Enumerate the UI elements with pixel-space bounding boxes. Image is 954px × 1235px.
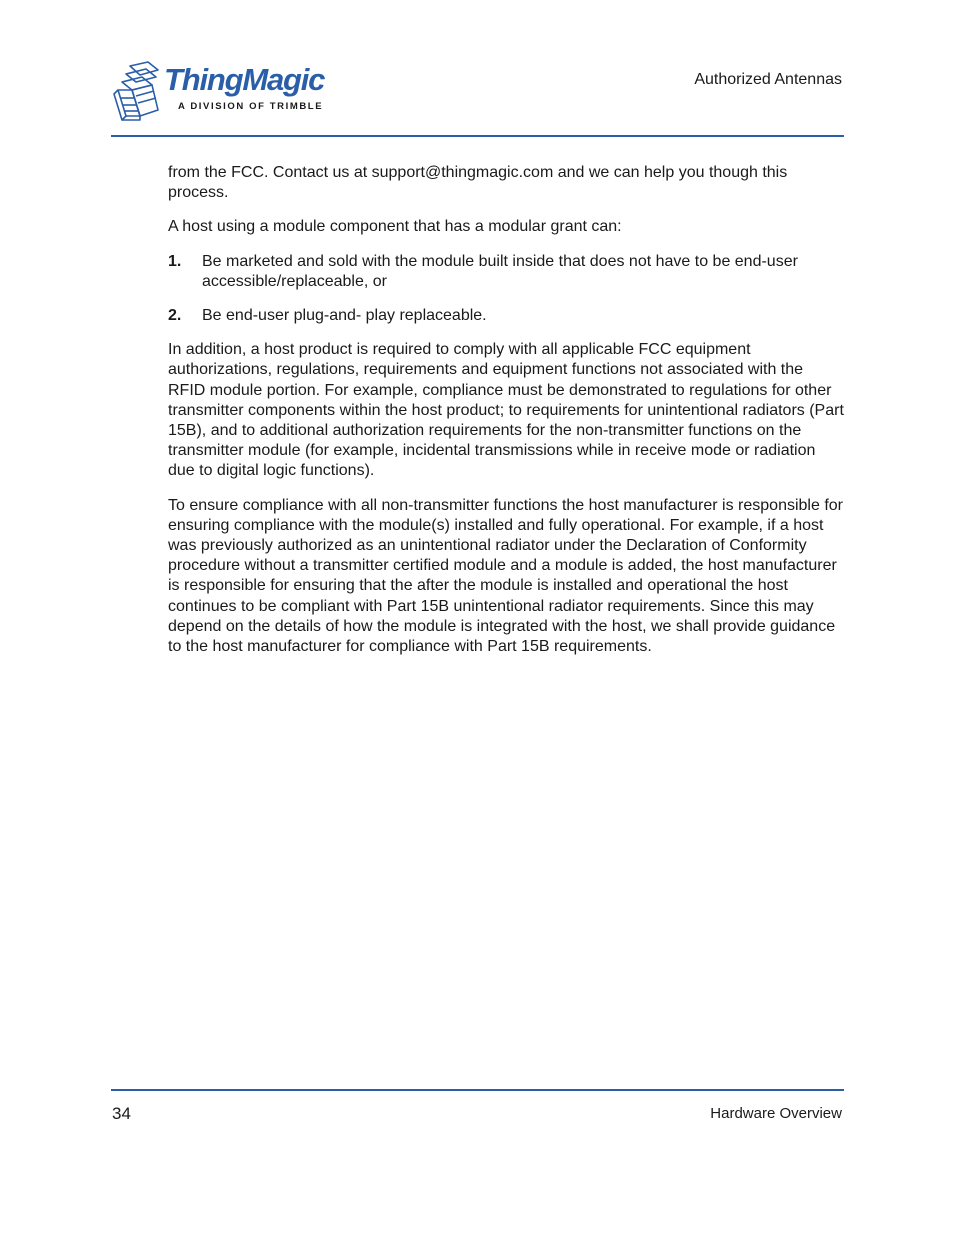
list-number: 1. <box>168 252 182 270</box>
page-body <box>168 163 844 671</box>
compliance-paragraph: In addition, a host product is required to comply with all applicable FCC equipment authorizations, regulations, requirements and equipment functions not associated with the RFID module portion. For example, compliance must be demonstrated to regulations for other transmitter components within the host product; to requirements for unintentional radiators (Part 15B), and to additional authorization requirements for the non-transmitter functions on the transmitter module (for example, incidental transmissions while in receive mode or radiation due to digital logic functions). <box>168 341 844 480</box>
footer-section-name: Hardware Overview <box>710 1105 842 1122</box>
logo-tagline: A DIVISION OF TRIMBLE <box>178 101 324 112</box>
thingmagic-logo <box>112 58 332 124</box>
continuation-paragraph: from the FCC. Contact us at support@thingmagic.com and we can help you though this process. <box>168 164 788 202</box>
list-item <box>168 252 844 292</box>
logo-wordmark: ThingMagic <box>164 62 325 97</box>
list-item <box>168 306 844 326</box>
page-number: 34 <box>112 1104 131 1123</box>
footer-divider <box>111 1089 844 1091</box>
list-text: Be end-user plug-and- play replaceable. <box>202 307 487 325</box>
intro-paragraph: A host using a module component that has a modular grant can: <box>168 218 622 236</box>
thingmagic-cube-icon <box>112 60 168 122</box>
header-section-title: Authorized Antennas <box>694 71 842 88</box>
list-text: Be marketed and sold with the module built inside that does not have to be end-user accessible/replaceable, or <box>202 252 798 290</box>
header-divider <box>111 135 844 137</box>
list-number: 2. <box>168 307 182 325</box>
non-transmitter-paragraph: To ensure compliance with all non-transmitter functions the host manufacturer is responsible for ensuring compliance with the module(s) installed and fully operational. For example, if a host was previously authorized as an unintentional radiator under the Declaration of Conformity procedure without a transmitter certified module and a module is added, the host manufacturer is responsible for ensuring that the after the module is installed and operational the host continues to be compliant with Part 15B unintentional radiator requirements. Since this may depend on the details of how the module is integrated with the host, we shall provide guidance to the host manufacturer for compliance with Part 15B requirements. <box>168 496 843 656</box>
